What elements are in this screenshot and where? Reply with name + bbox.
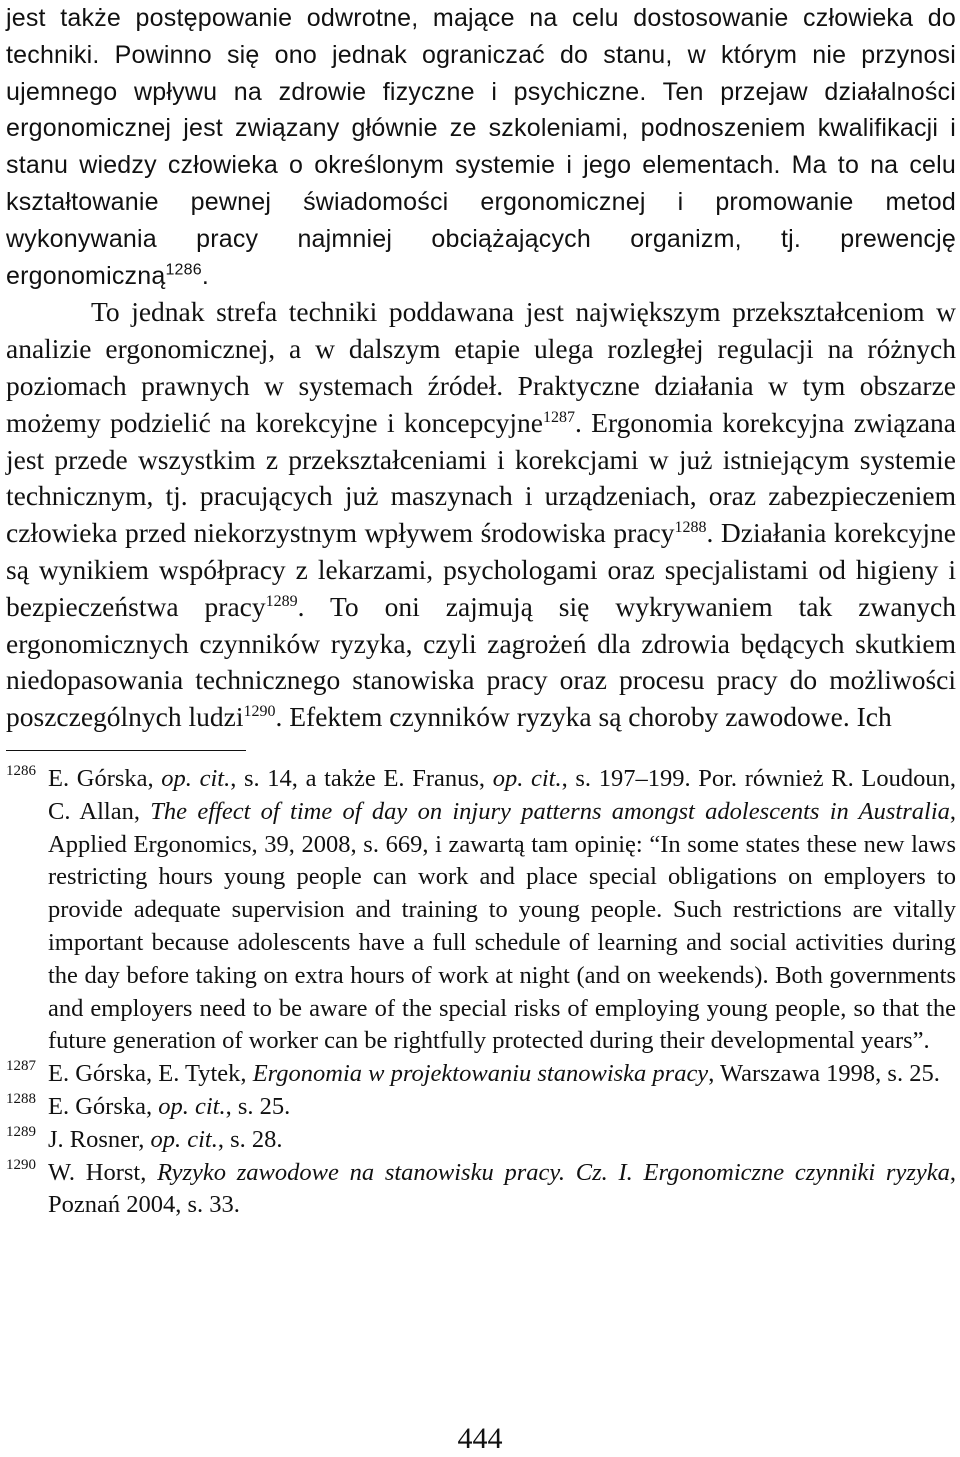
text-segment: . Ergonomia korekcyjna związana jest przede wszystkim z przekształceniami i korekcjami w już istniejącym systemie technicznym, tj. pracujących już maszynach i urządzeniach, oraz zabezpieczeniem człowieka przed niekorzystnym wpływem środowiska pracy [6, 406, 956, 549]
footnote-text: , s. 14, a także E. Franus, [230, 764, 493, 792]
footnote-text: E. Górska, [48, 1092, 159, 1120]
text-segment: . [201, 261, 209, 290]
main-text [6, 0, 956, 736]
footnote-italic: The effect of time of day on injury patterns amongst adolescents in Australia [150, 797, 950, 825]
footnote-text: W. Horst, [48, 1158, 158, 1186]
footnote-italic: op. cit. [158, 1092, 226, 1120]
footnote-ref: 1289 [265, 592, 298, 610]
footnote-1286 [6, 763, 956, 1058]
footnote-italic: op. cit. [150, 1125, 218, 1153]
footnote-number: 1286 [6, 762, 36, 779]
footnote-text: J. Rosner, [48, 1125, 151, 1153]
footnote-italic: op. cit. [492, 764, 562, 792]
footnote-ref: 1290 [243, 702, 276, 720]
footnotes [6, 763, 956, 1222]
footnote-ref: 1287 [542, 408, 575, 426]
footnote-1288 [6, 1091, 956, 1124]
text-segment: . Efektem czynników ryzyka są choroby zawodowe. Ich [275, 701, 892, 733]
footnote-italic: Ryzyko zawodowe na stanowisku pracy. Cz. I. Ergonomiczne czynniki ryzyka [157, 1158, 950, 1186]
footnote-text: E. Górska, E. Tytek, [48, 1060, 253, 1088]
page-number: 444 [457, 1422, 503, 1455]
footnote-text: , s. 197–199. Por. również R. Loudoun, C. Allan, [48, 764, 956, 825]
footnote-1290 [6, 1157, 956, 1223]
footnote-text: , s. 28. [217, 1125, 283, 1153]
footnote-number: 1288 [6, 1090, 36, 1107]
text-segment: . Działania korekcyjne są wynikiem współpracy z lekarzami, psychologami oraz specjalistami od higieny i bezpieczeństwa pracy [6, 517, 956, 622]
text-segment: . To oni zajmują się wykrywaniem tak zwanych ergonomicznych czynników ryzyka, czyli zagrożeń dla zdrowia będących skutkiem niedopasowania technicznego stanowiska pracy oraz procesu pracy do możliwości poszczególnych ludzi [6, 590, 956, 733]
paragraph-1 [6, 0, 956, 294]
text-segment: jest także postępowanie odwrotne, mające na celu dostosowanie człowieka do techniki. Powinno się ono jednak ograniczać do stanu, w którym nie przynosi ujemnego wpływu na zdrowie fizyczne i psychiczne. Ten przejaw działalności ergonomicznej jest związany głównie ze szkoleniami, podnoszeniem kwalifikacji i stanu wiedzy człowieka o określonym systemie i jego elementach. Ma to na celu kształtowanie pewnej świadomości ergonomicznej i promowanie metod wykonywania pracy najmniej obciążających organizm, tj. prewencję ergonomiczną [6, 4, 956, 290]
footnote-text: , Applied Ergonomics, 39, 2008, s. 669, i zawartą tam opinię: “In some states these new laws restricting hours young people can work and place special obligations on employers to provide adequate supervision and training to young people. Such restrictions are vitally important because adolescents have a full schedule of learning and social activities during the day before taking on extra hours of work at night (and on weekends). Both governments and employers need to be aware of the special risks of employing young people, so that the future generation of worker can be rightfully protected during their developmental years”. [48, 797, 957, 1055]
footnote-italic: Ergonomia w projektowaniu stanowiska pracy [252, 1060, 709, 1088]
footnote-1289 [6, 1124, 956, 1157]
text-segment: To jednak strefa techniki poddawana jest największym przekształceniom w analizie ergonomicznej, a w dalszym etapie ulega rozległej regulacji na różnych poziomach prawnych w systemach źródeł. Praktyczne działania w tym obszarze możemy podzielić na korekcyjne i koncepcyjne [6, 296, 956, 438]
footnote-ref: 1286 [165, 261, 202, 279]
footnote-number: 1290 [6, 1156, 36, 1173]
footnote-text: , Warszawa 1998, s. 25. [708, 1060, 940, 1088]
footnote-ref: 1288 [674, 519, 707, 536]
paragraph-2 [6, 294, 956, 736]
footnote-divider [6, 750, 246, 751]
footnote-1287 [6, 1058, 956, 1091]
footnote-text: E. Górska, [48, 764, 162, 792]
footnote-text: , Poznań 2004, s. 33. [48, 1158, 956, 1219]
footnote-number: 1287 [6, 1058, 36, 1075]
footnote-italic: op. cit. [161, 764, 231, 792]
footnote-text: , s. 25. [225, 1092, 291, 1120]
footnote-number: 1289 [6, 1123, 36, 1140]
